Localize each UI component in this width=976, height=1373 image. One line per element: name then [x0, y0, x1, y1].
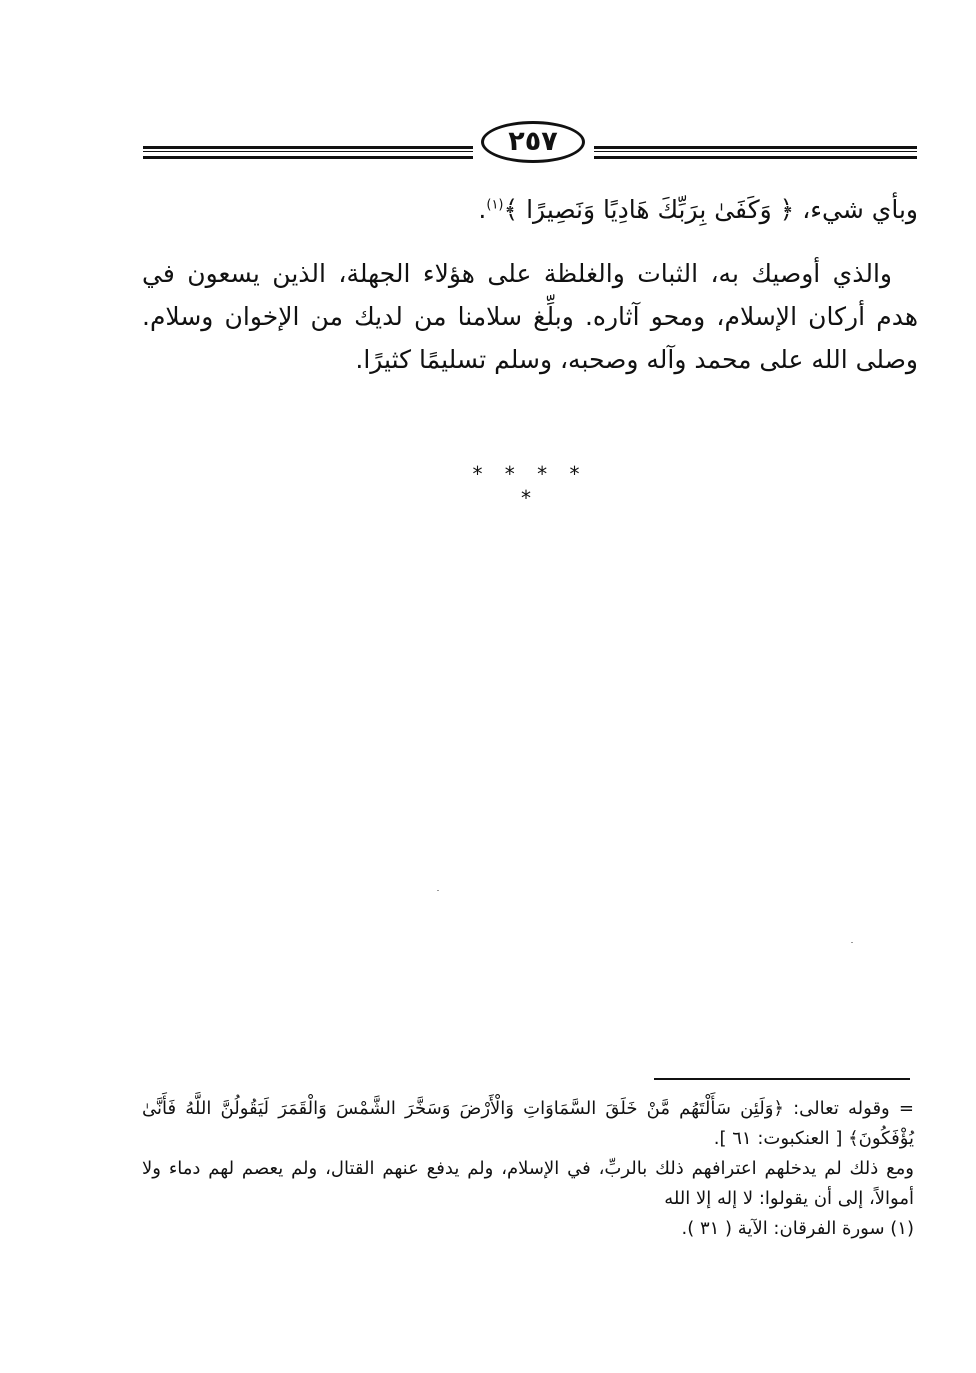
footnote-continuation-quote: = وقوله تعالى: ﴿وَلَئِن سَأَلْتَهُم مَّنْ خَلَقَ السَّمَاوَاتِ وَالْأَرْضَ وَسَخَّرَ الشَّمْسَ وَالْقَمَرَ لَيَقُولُنَّ اللَّهُ فَأَنَّىٰ يُؤْفَكُونَ﴾ [ العنكبوت: ٦١ ].	[142, 1098, 914, 1149]
scan-speck	[437, 890, 439, 891]
page-number: ٢٥٧	[481, 121, 585, 163]
verse-end: .	[478, 195, 487, 224]
verse-line	[142, 188, 918, 231]
section-separator: * * * * *	[472, 462, 588, 510]
header-rule-right	[594, 146, 917, 159]
scan-speck	[851, 942, 853, 943]
verse-text: وبأي شيء، ﴿ وَكَفَىٰ بِرَبِّكَ هَادِيًا وَنَصِيرًا ﴾	[503, 195, 918, 224]
footnote-continuation-text: ومع ذلك لم يدخلهم اعترافهم ذلك بالربِّ، في الإسلام، ولم يدفع عنهم القتال، ولم يعصم لهم دماء ولا أموالاً، إلى أن يقولوا: لا إله إلا الله	[142, 1158, 914, 1209]
footnote-rule	[654, 1078, 910, 1080]
body-paragraph: والذي أوصيك به، الثبات والغلظة على هؤلاء الجهلة، الذين يسعون في هدم أركان الإسلام، ومحو آثاره. وبلِّغ سلامنا من لديك من الإخوان وسلام. وصلى الله على محمد وآله وصحبه، وسلم تسليمًا كثيرًا.	[142, 259, 918, 374]
footnotes	[142, 1094, 914, 1244]
header-rule-left	[143, 146, 473, 159]
footnote-ref-1: (١)	[486, 197, 504, 213]
footnote-1: (١) سورة الفرقان: الآية ( ٣١ ).	[681, 1218, 914, 1239]
